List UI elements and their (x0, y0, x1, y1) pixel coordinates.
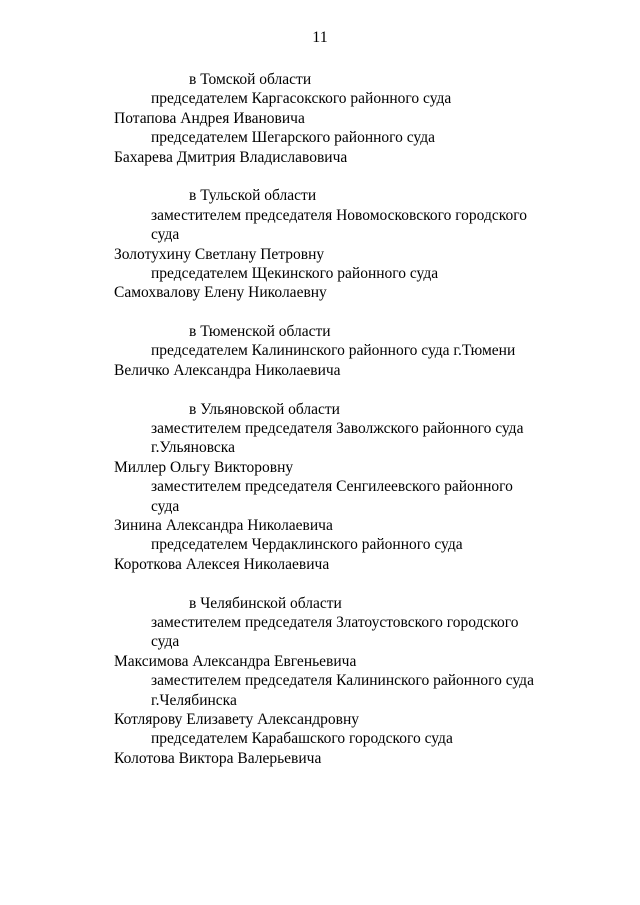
position-line: суда (151, 497, 180, 515)
position-line: суда (151, 226, 180, 244)
position-line: председателем Калининского районного суда г.Тюмени (151, 342, 516, 360)
person-name: Потапова Андрея Ивановича (114, 109, 305, 127)
document-body (0, 70, 640, 768)
position-line: заместителем председателя Заволжского районного суда (151, 420, 524, 438)
region-section (0, 70, 640, 167)
section-gap (0, 303, 640, 322)
region-heading: в Ульяновской области (189, 400, 340, 418)
person-name: Величко Александра Николаевича (114, 361, 341, 379)
section-gap (0, 167, 640, 186)
position-line: председателем Каргасокского районного суда (151, 90, 452, 108)
region-heading: в Челябинской области (189, 594, 342, 612)
region-section (0, 186, 640, 302)
section-gap (0, 574, 640, 593)
position-line: председателем Чердаклинского районного суда (151, 536, 463, 554)
region-section (0, 322, 640, 380)
person-name: Миллер Ольгу Викторовну (114, 458, 294, 476)
position-line: председателем Щекинского районного суда (151, 264, 439, 282)
person-name: Короткова Алексея Николаевича (114, 555, 330, 573)
region-heading: в Тульской области (189, 187, 317, 205)
person-name: Колотова Виктора Валерьевича (114, 749, 322, 767)
person-name: Максимова Александра Евгеньевича (114, 652, 357, 670)
region-heading: в Тюменской области (189, 323, 331, 341)
region-heading: в Томской области (189, 71, 312, 88)
section-gap (0, 380, 640, 399)
position-line: заместителем председателя Златоустовского городского (151, 613, 519, 631)
position-line: г.Ульяновска (151, 439, 235, 457)
position-line: суда (151, 633, 180, 651)
position-line: председателем Шегарского районного суда (151, 129, 435, 147)
position-line: заместителем председателя Новомосковского городского (151, 206, 527, 224)
person-name: Котлярову Елизавету Александровну (114, 710, 360, 728)
page-number: 11 (312, 29, 328, 46)
region-section (0, 400, 640, 575)
person-name: Золотухину Светлану Петровну (114, 245, 325, 263)
person-name: Самохвалову Елену Николаевну (114, 284, 327, 302)
region-section (0, 594, 640, 769)
position-line: заместителем председателя Сенгилеевского районного (151, 478, 513, 496)
person-name: Бахарева Дмитрия Владиславовича (114, 148, 348, 166)
position-line: г.Челябинска (151, 691, 237, 709)
person-name: Зинина Александра Николаевича (114, 516, 333, 534)
position-line: председателем Карабашского городского суда (151, 730, 453, 748)
position-line: заместителем председателя Калининского районного суда (151, 672, 534, 690)
